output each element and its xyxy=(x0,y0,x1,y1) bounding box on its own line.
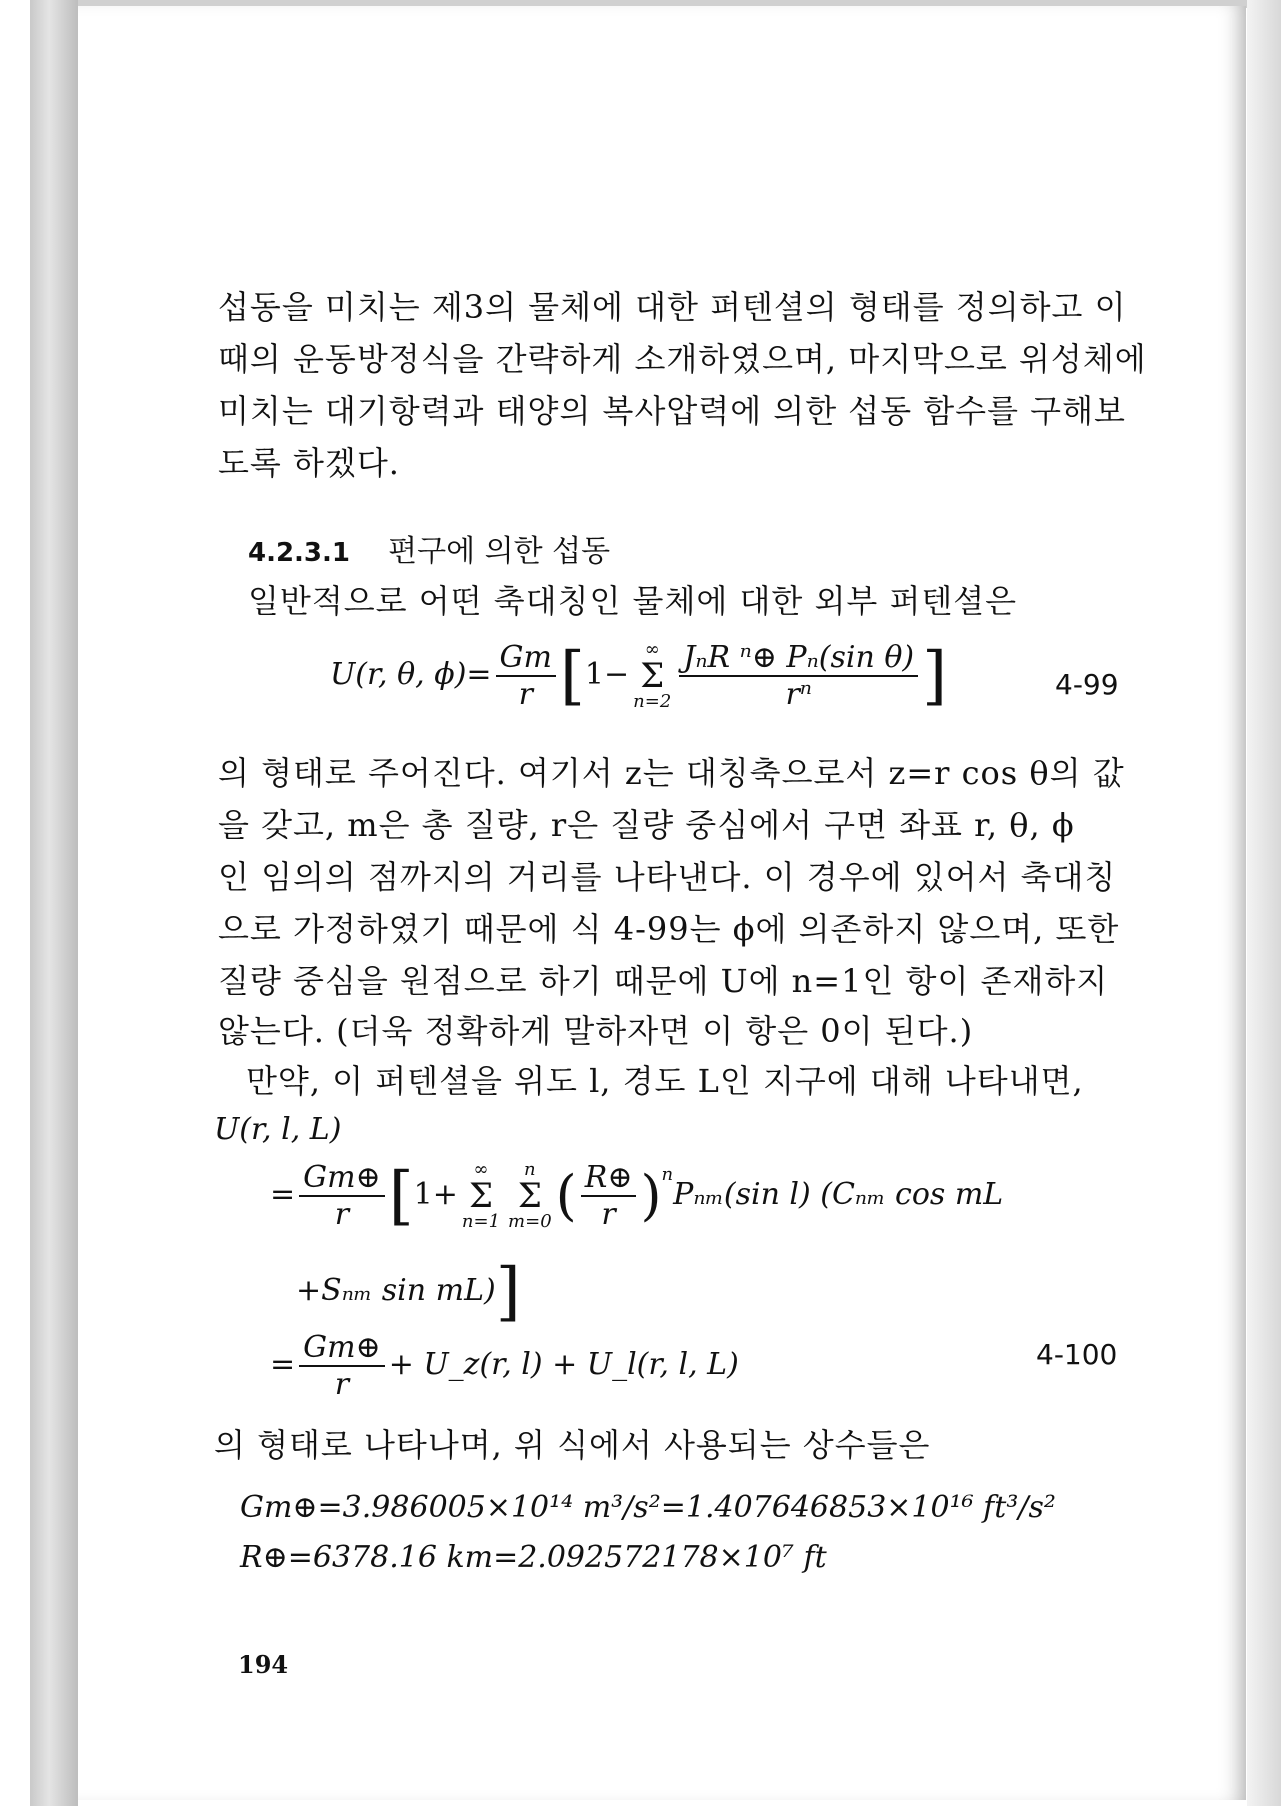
constant-r-text: R⊕=6378.16 km=2.092572178×10⁷ ft xyxy=(240,1540,827,1575)
paragraph3: 만약, 이 퍼텐셜을 위도 l, 경도 L인 지구에 대해 나타내면, xyxy=(246,1062,1084,1100)
constant-r xyxy=(240,1540,827,1575)
eq100-ratio xyxy=(581,1160,637,1232)
eq100-left-paren: ( xyxy=(555,1164,577,1227)
eq100-ratio-den: r xyxy=(601,1197,616,1232)
eq100-one-plus: 1+ xyxy=(413,1177,458,1212)
eq100-power: n xyxy=(661,1164,674,1185)
page-right-shadow xyxy=(1247,0,1281,1806)
eq100-tail: Pₙₘ(sin l) (Cₙₘ cos mL xyxy=(673,1177,1004,1212)
eq99-right-bracket: ] xyxy=(922,639,948,713)
eq100-ratio-num: R⊕ xyxy=(581,1160,637,1197)
eq100-fraction-2 xyxy=(299,1330,385,1402)
section-number: 4.2.3.1 xyxy=(248,538,350,568)
section-title: 편구에 의한 섭동 xyxy=(388,534,611,569)
paragraph2-line-4: 으로 가정하였기 때문에 식 4-99는 ϕ에 의존하지 않으며, 또한 xyxy=(218,910,1120,948)
eq100-lhs: U(r, l, L) xyxy=(214,1112,342,1147)
eq100-sum-m: n Σ m=0 xyxy=(508,1159,552,1232)
eq100-right-paren: ) xyxy=(640,1164,662,1227)
book-spine-edge xyxy=(30,0,78,1806)
constant-gm-text: Gm⊕=3.986005×10¹⁴ m³/s²=1.407646853×10¹⁶ ft³/s² xyxy=(240,1490,1056,1525)
eq100-sum-n: ∞ Σ n=1 xyxy=(461,1159,501,1232)
paragraph2-line-2: 을 갖고, m은 총 질량, r은 질량 중심에서 구면 좌표 r, θ, ϕ xyxy=(218,806,1075,844)
paragraph2-line-1: 의 형태로 주어진다. 여기서 z는 대칭축으로서 z=r cos θ의 값 xyxy=(218,754,1125,792)
eq100-equals-1: = xyxy=(270,1177,296,1212)
eq99-frac-den: r xyxy=(518,677,533,712)
eq100-right-bracket: ] xyxy=(495,1255,521,1329)
eq100-equals-2: = xyxy=(270,1347,296,1382)
paragraph1-line-2: 때의 운동방정식을 간략하게 소개하였으며, 마지막으로 위성체에 xyxy=(218,340,1147,378)
eq99-frac-num: Gm xyxy=(496,640,556,677)
eq100-line-3 xyxy=(296,1255,521,1329)
eq100-frac-den: r xyxy=(334,1197,350,1232)
eq99-number: 4-99 xyxy=(1055,668,1119,701)
eq99-inner-num: JₙR ⁿ⊕ Pₙ(sin θ) xyxy=(679,640,918,677)
eq100-sum2-top: n xyxy=(524,1159,536,1180)
paragraph2-line-6: 않는다. (더욱 정확하게 말하자면 이 항은 0이 된다.) xyxy=(218,1012,974,1050)
constant-gm xyxy=(240,1490,1056,1525)
page-number: 194 xyxy=(238,1650,289,1679)
eq100-fraction xyxy=(299,1160,385,1232)
eq100-sum2-bottom: m=0 xyxy=(508,1211,552,1232)
eq99-lhs: U(r, θ, ϕ)= xyxy=(330,657,492,692)
eq99-sum-top: ∞ xyxy=(644,639,660,660)
section-heading xyxy=(248,526,610,570)
paragraph1-line-1: 섭동을 미치는 제3의 물체에 대한 퍼텐셜의 형태를 정의하고 이 xyxy=(218,288,1127,326)
paragraph4: 의 형태로 나타나며, 위 식에서 사용되는 상수들은 xyxy=(214,1426,931,1464)
eq100-frac2-num: Gm⊕ xyxy=(299,1330,385,1367)
eq99-left-bracket: [ xyxy=(559,639,585,713)
paragraph1-line-4: 도록 하겠다. xyxy=(218,444,400,482)
eq100-sum1-bottom: n=1 xyxy=(461,1211,501,1232)
equation-4-99 xyxy=(330,640,947,712)
eq99-sum-bottom: n=2 xyxy=(633,691,672,712)
eq99-inner-den: rⁿ xyxy=(785,677,812,712)
eq100-frac-num: Gm⊕ xyxy=(299,1160,385,1197)
intro-line: 일반적으로 어떤 축대칭인 물체에 대한 외부 퍼텐셜은 xyxy=(248,582,1018,620)
paragraph1-line-3: 미치는 대기항력과 태양의 복사압력에 의한 섭동 함수를 구해보 xyxy=(218,392,1126,430)
paragraph2-line-5: 질량 중심을 원점으로 하기 때문에 U에 n=1인 항이 존재하지 xyxy=(218,962,1109,1000)
book-page xyxy=(78,6,1246,1800)
eq100-line-2 xyxy=(270,1160,1003,1232)
paragraph2-line-3: 인 임의의 점까지의 거리를 나타낸다. 이 경우에 있어서 축대칭 xyxy=(218,858,1117,896)
eq100-line4-tail: + U_z(r, l) + U_l(r, l, L) xyxy=(388,1347,739,1382)
eq99-one-minus: 1− xyxy=(584,657,630,692)
eq99-sum: ∞ Σ n=2 xyxy=(633,639,672,712)
eq100-frac2-den: r xyxy=(334,1367,350,1402)
eq100-line-4 xyxy=(270,1330,739,1402)
eq100-sum1-top: ∞ xyxy=(473,1159,489,1180)
eq100-number: 4-100 xyxy=(1036,1338,1118,1371)
eq100-left-bracket: [ xyxy=(388,1159,414,1233)
eq99-fraction xyxy=(496,640,556,712)
eq99-inner-fraction xyxy=(679,640,918,712)
eq100-line-1 xyxy=(214,1112,341,1147)
eq100-line3-text: +Sₙₘ sin mL) xyxy=(296,1273,496,1308)
